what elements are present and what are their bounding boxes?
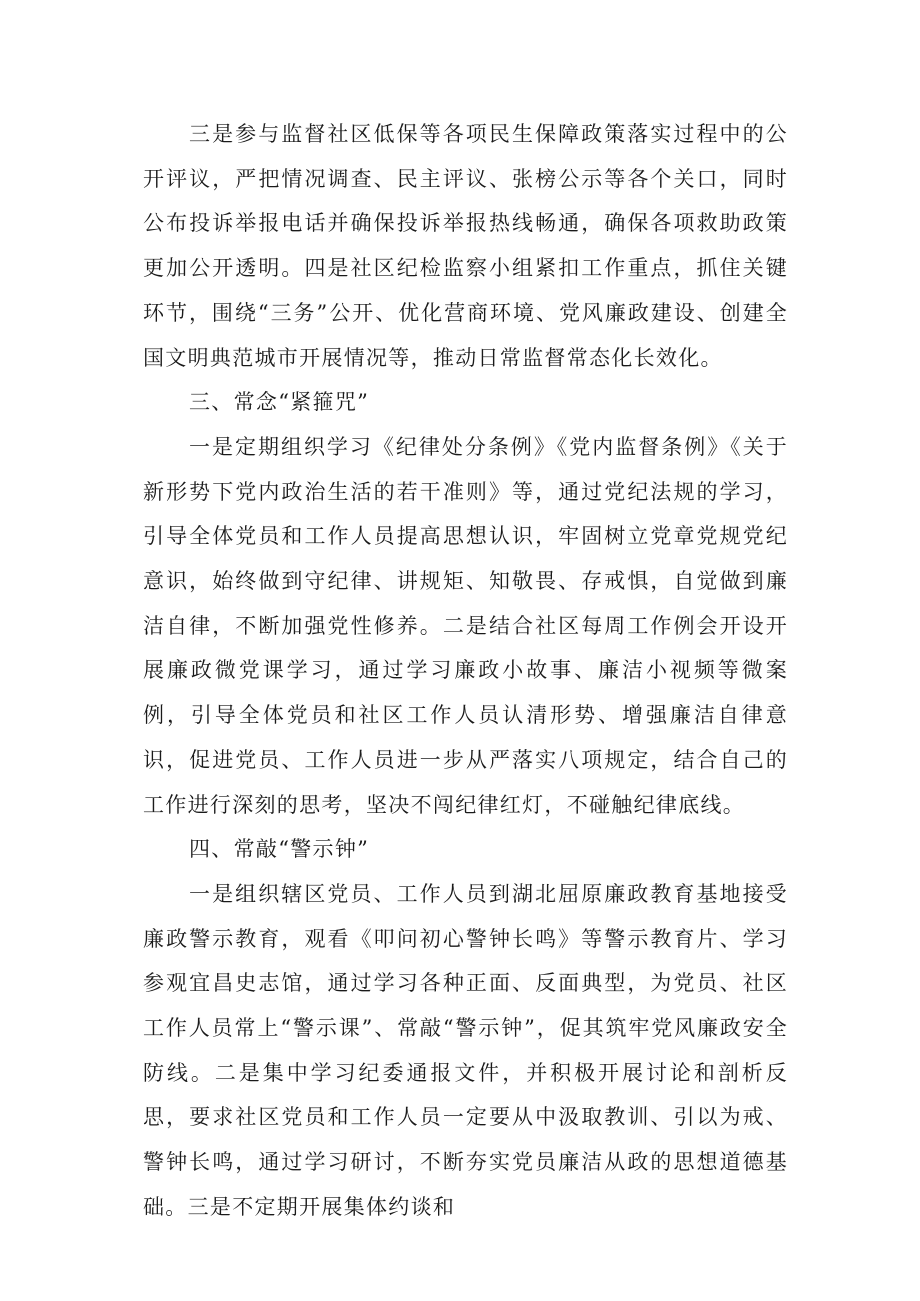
paragraph-discipline-study: 一是定期组织学习《纪律处分条例》《党内监督条例》《关于新形势下党内政治生活的若干准则》等，通过党纪法规的学习，引导全体党员和工作人员提高思想认识，牢固树立党章党规党纪意识，始终做到守纪律、讲规矩、知敬畏、存戒惧，自觉做到廉洁自律，不断加强党性修养。二是结合社区每周工作例会开设开展廉政微党课学习，通过学习廉政小故事、廉洁小视频等微案例，引导全体党员和社区工作人员认清形势、增强廉洁自律意识，促进党员、工作人员进一步从严落实八项规定，结合自己的工作进行深刻的思考，坚决不闯纪律红灯，不碰触纪律底线。 — [143, 434, 788, 817]
paragraph-supervision: 三是参与监督社区低保等各项民生保障政策落实过程中的公开评议，严把情况调查、民主评议、张榜公示等各个关口，同时公布投诉举报电话并确保投诉举报热线畅通，确保各项救助政策更加公开透明。四是社区纪检监察小组紧扣工作重点，抓住关键环节，围绕“三务”公开、优化营商环境、党风廉政建设、创建全国文明典范城市开展情况等，推动日常监督常态化长效化。 — [143, 122, 788, 370]
document-body — [143, 112, 788, 1230]
paragraph-warning-education: 一是组织辖区党员、工作人员到湖北屈原廉政教育基地接受廉政警示教育，观看《叩问初心警钟长鸣》等警示教育片、学习参观宜昌史志馆，通过学习各种正面、反面典型，为党员、社区工作人员常上“警示课”、常敲“警示钟”，促其筑牢党风廉政安全防线。二是集中学习纪委通报文件，并积极开展讨论和剖析反思，要求社区党员和工作人员一定要从中汲取教训、引以为戒、警钟长鸣，通过学习研讨，不断夯实党员廉洁从政的思想道德基础。三是不定期开展集体约谈和 — [143, 881, 788, 1219]
section-heading-three: 三、常念“紧箍咒” — [189, 390, 370, 415]
section-heading-four: 四、常敲“警示钟” — [189, 837, 370, 862]
